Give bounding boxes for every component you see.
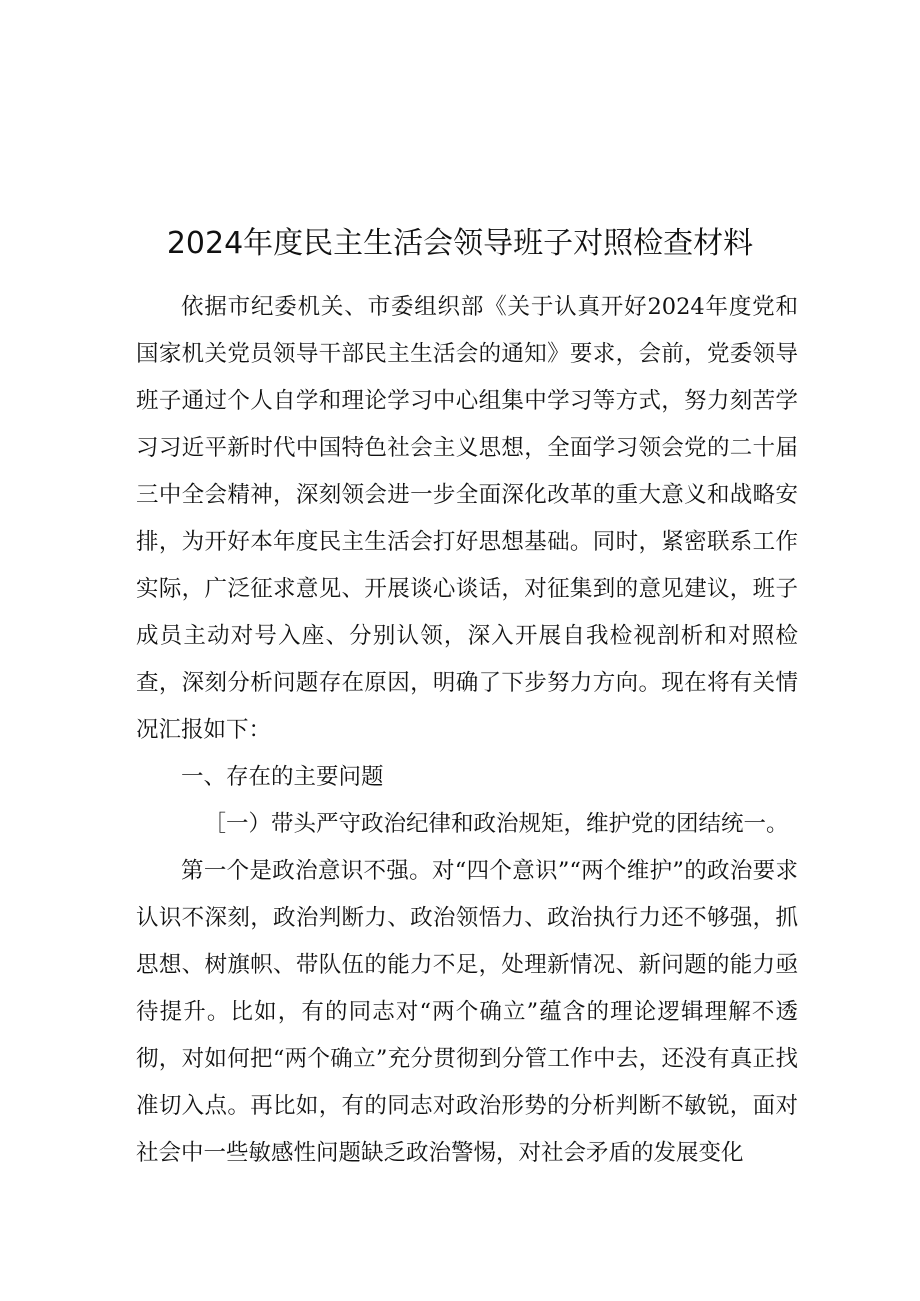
intro-paragraph: 依据市纪委机关、市委组织部《关于认真开好2024年度党和国家机关党员领导干部民主生活会的通知》要求，会前，党委领导班子通过个人自学和理论学习中心组集中学习等方式，努力刻苦学习习近平新时代中国特色社会主义思想，全面学习领会党的二十届三中全会精神，深刻领会进一步全面深化改革的重大意义和战略安排，为开好本年度民主生活会打好思想基础。同时，紧密联系工作实际，广泛征求意见、开展谈心谈话，对征集到的意见建议，班子成员主动对号入座、分别认领，深入开展自我检视剖析和对照检查，深刻分析问题存在原因，明确了下步努力方向。现在将有关情况汇报如下：: [136, 294, 798, 743]
document-body: [136, 284, 798, 1177]
subsection-heading: ［一）带头严守政治纪律和政治规矩，维护党的团结统一。: [203, 811, 789, 837]
body-paragraph: 第一个是政治意识不强。对“四个意识”“两个维护”的政治要求认识不深刻，政治判断力、政治领悟力、政治执行力还不够强，抓思想、树旗帜、带队伍的能力不足，处理新情况、新问题的能力亟待提升。比如，有的同志对“两个确立”蕴含的理论逻辑理解不透彻，对如何把“两个确立”充分贯彻到分管工作中去，还没有真正找准切入点。再比如，有的同志对政治形势的分析判断不敏锐，面对社会中一些敏感性问题缺乏政治警惕，对社会矛盾的发展变化: [136, 858, 798, 1166]
document-title: 2024年度民主生活会领导班子对照检查材料: [166, 226, 754, 261]
section-heading: 一、存在的主要问题: [181, 764, 384, 790]
